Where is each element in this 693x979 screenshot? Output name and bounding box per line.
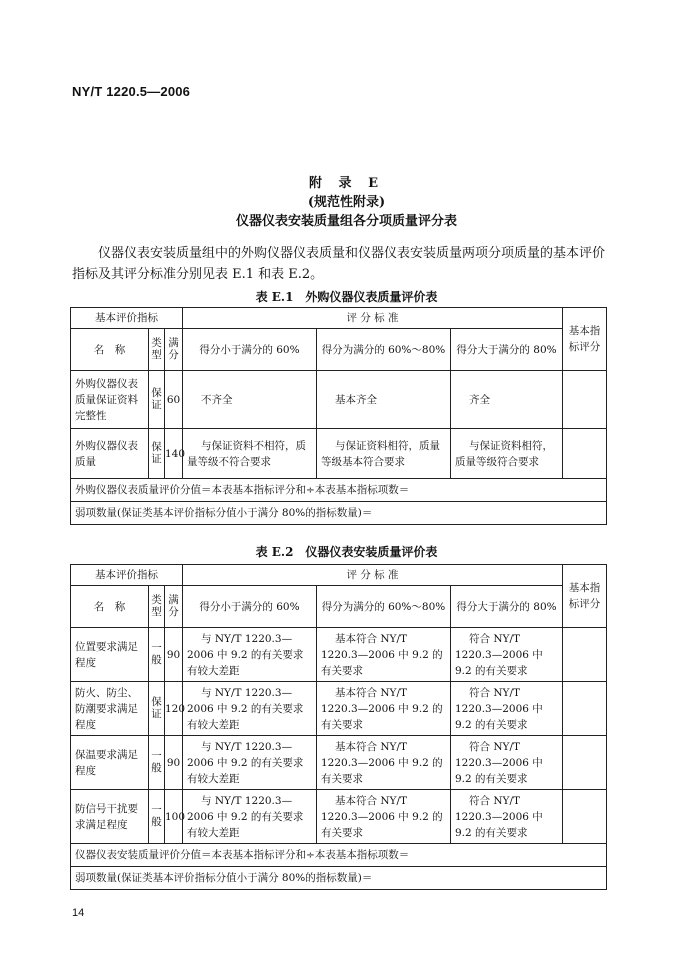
row-60-80: 基本符合 NY/T 1220.3—2006 中 9.2 的有关要求 <box>317 628 451 682</box>
row-name: 外购仪器仪表质量保证资料完整性 <box>71 371 149 429</box>
table-e2 <box>70 564 607 890</box>
document-id: NY/T 1220.5—2006 <box>72 84 191 99</box>
table-e2-footer-weak: 弱项数量(保证类基本评价指标分值小于满分 80%的指标数量)＝ <box>71 867 607 890</box>
header-name: 名 称 <box>71 329 149 371</box>
row-name: 保温要求满足程度 <box>71 736 149 790</box>
row-gt80: 符合 NY/T 1220.3—2006 中 9.2 的有关要求 <box>451 790 563 844</box>
header-category: 类型 <box>149 586 165 628</box>
row-60-80: 与保证资料相符，质量等级基本符合要求 <box>317 429 451 479</box>
row-category: 一般 <box>149 736 165 790</box>
row-gt80: 符合 NY/T 1220.3—2006 中 9.2 的有关要求 <box>451 628 563 682</box>
intro-paragraph: 仪器仪表安装质量组中的外购仪器仪表质量和仪器仪表安装质量两项分项质量的基本评价指标及其评分标准分别见表 E.1 和表 E.2。 <box>72 246 606 282</box>
row-full-score: 140 <box>165 429 183 479</box>
row-score-cell[interactable] <box>563 682 607 736</box>
row-lt60: 不齐全 <box>183 371 317 429</box>
header-60-80: 得分为满分的 60%～80% <box>317 586 451 628</box>
table-e2-footer-score: 仪器仪表安装质量评价分值＝本表基本指标评分和÷本表基本指标项数＝ <box>71 844 607 867</box>
row-60-80: 基本符合 NY/T 1220.3—2006 中 9.2 的有关要求 <box>317 736 451 790</box>
row-gt80: 符合 NY/T 1220.3—2006 中 9.2 的有关要求 <box>451 682 563 736</box>
row-gt80: 与保证资料相符，质量等级符合要求 <box>451 429 563 479</box>
row-category: 保证 <box>149 682 165 736</box>
appendix-title: 仪器仪表安装质量组各分项质量评分表 <box>235 214 457 229</box>
row-full-score: 120 <box>165 682 183 736</box>
row-gt80: 符合 NY/T 1220.3—2006 中 9.2 的有关要求 <box>451 736 563 790</box>
row-category: 保证 <box>149 429 165 479</box>
row-lt60: 与 NY/T 1220.3—2006 中 9.2 的有关要求有较大差距 <box>183 628 317 682</box>
header-full-score: 满分 <box>165 586 183 628</box>
row-score-cell[interactable] <box>563 790 607 844</box>
header-full-score: 满分 <box>165 329 183 371</box>
row-lt60: 与 NY/T 1220.3—2006 中 9.2 的有关要求有较大差距 <box>183 682 317 736</box>
table-e1-footer-weak: 弱项数量(保证类基本评价指标分值小于满分 80%的指标数量)＝ <box>71 502 607 525</box>
header-gt80: 得分大于满分的 80% <box>451 586 563 628</box>
row-60-80: 基本齐全 <box>317 371 451 429</box>
header-criteria: 评 分 标 准 <box>183 308 563 329</box>
table-e1 <box>70 307 607 525</box>
row-full-score: 100 <box>165 790 183 844</box>
table-row <box>71 736 607 790</box>
table-row <box>71 371 607 429</box>
row-score-cell[interactable] <box>563 736 607 790</box>
row-gt80: 齐全 <box>451 371 563 429</box>
row-name: 外购仪器仪表质量 <box>71 429 149 479</box>
row-category: 一般 <box>149 790 165 844</box>
row-full-score: 60 <box>165 371 183 429</box>
row-lt60: 与 NY/T 1220.3—2006 中 9.2 的有关要求有较大差距 <box>183 790 317 844</box>
row-name: 防信号干扰要求满足程度 <box>71 790 149 844</box>
header-gt80: 得分大于满分的 80% <box>451 329 563 371</box>
row-60-80: 基本符合 NY/T 1220.3—2006 中 9.2 的有关要求 <box>317 682 451 736</box>
table-e2-caption: 表 E.2 仪器仪表安装质量评价表 <box>255 545 438 559</box>
appendix-label: 附 录 E <box>309 176 384 191</box>
table-e1-footer-score: 外购仪器仪表质量评价分值＝本表基本指标评分和÷本表基本指标项数＝ <box>71 479 607 502</box>
row-lt60: 与保证资料不相符，质量等级不符合要求 <box>183 429 317 479</box>
header-name: 名 称 <box>71 586 149 628</box>
table-row <box>71 429 607 479</box>
table-e1-caption: 表 E.1 外购仪器仪表质量评价表 <box>255 290 438 304</box>
header-basic-indicator: 基本评价指标 <box>71 565 183 586</box>
page-number: 14 <box>72 907 85 919</box>
row-name: 防火、防尘、防潮要求满足程度 <box>71 682 149 736</box>
row-full-score: 90 <box>165 736 183 790</box>
table-row <box>71 628 607 682</box>
header-lt60: 得分小于满分的 60% <box>183 586 317 628</box>
header-lt60: 得分小于满分的 60% <box>183 329 317 371</box>
row-score-cell[interactable] <box>563 628 607 682</box>
row-category: 保证 <box>149 371 165 429</box>
table-row <box>71 682 607 736</box>
row-score-cell[interactable] <box>563 371 607 429</box>
header-criteria: 评 分 标 准 <box>183 565 563 586</box>
header-basic-indicator: 基本评价指标 <box>71 308 183 329</box>
row-60-80: 基本符合 NY/T 1220.3—2006 中 9.2 的有关要求 <box>317 790 451 844</box>
header-category: 类型 <box>149 329 165 371</box>
row-category: 一般 <box>149 628 165 682</box>
header-score: 基本指标评分 <box>563 308 607 371</box>
appendix-type: (规范性附录) <box>307 195 386 210</box>
header-60-80: 得分为满分的 60%～80% <box>317 329 451 371</box>
row-full-score: 90 <box>165 628 183 682</box>
row-score-cell[interactable] <box>563 429 607 479</box>
header-score: 基本指标评分 <box>563 565 607 628</box>
row-name: 位置要求满足程度 <box>71 628 149 682</box>
row-lt60: 与 NY/T 1220.3—2006 中 9.2 的有关要求有较大差距 <box>183 736 317 790</box>
table-row <box>71 790 607 844</box>
